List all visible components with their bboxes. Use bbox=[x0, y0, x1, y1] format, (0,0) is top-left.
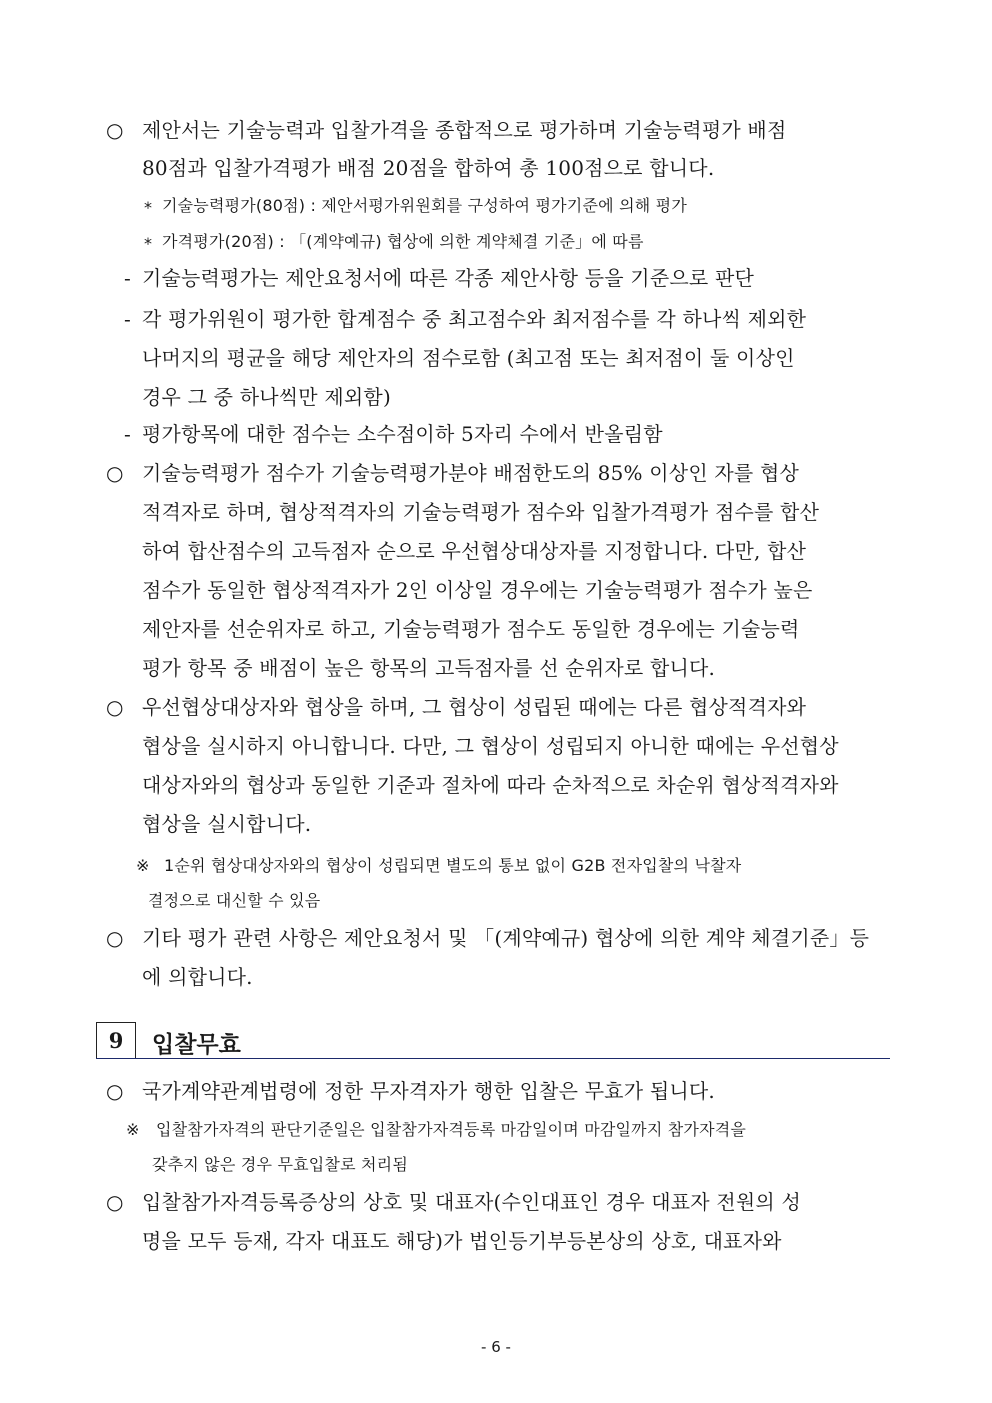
sub-item-3: 평가항목에 대한 점수는 소수점이하 5자리 수에서 반올림함 bbox=[142, 422, 663, 446]
note-g2b-line-2: 결정으로 대신할 수 있음 bbox=[148, 891, 321, 910]
note-eligibility-line-2: 갖추지 않은 경우 무효입찰로 처리됨 bbox=[152, 1155, 408, 1174]
note-g2b-line-1: 1순위 협상대상자와의 협상이 성립되면 별도의 통보 없이 G2B 전자입찰의 낙찰자 bbox=[164, 856, 742, 875]
circle-bullet-4: ○ bbox=[106, 926, 124, 950]
dash-marker-2: - bbox=[124, 307, 131, 331]
paragraph-4-line-2: 에 의합니다. bbox=[142, 965, 253, 989]
reference-mark-1: ※ bbox=[136, 856, 150, 875]
asterisk-mark-1: * bbox=[144, 198, 153, 217]
section-number: 9 bbox=[108, 1028, 124, 1053]
paragraph-1-line-2: 80점과 입찰가격평가 배점 20점을 합하여 총 100점으로 합니다. bbox=[142, 156, 715, 180]
circle-bullet-1: ○ bbox=[106, 118, 124, 142]
paragraph-3-line-2: 협상을 실시하지 아니합니다. 다만, 그 협상이 성립되지 아니한 때에는 우선협상 bbox=[142, 734, 839, 758]
paragraph-2-line-4: 점수가 동일한 협상적격자가 2인 이상일 경우에는 기술능력평가 점수가 높은 bbox=[142, 578, 813, 602]
section-title: 입찰무효 bbox=[152, 1031, 241, 1058]
sub-item-1: 기술능력평가는 제안요청서에 따른 각종 제안사항 등을 기준으로 판단 bbox=[142, 266, 754, 290]
paragraph-2-line-1: 기술능력평가 점수가 기술능력평가분야 배점한도의 85% 이상인 자를 협상 bbox=[142, 461, 800, 485]
paragraph-3-line-1: 우선협상대상자와 협상을 하며, 그 협상이 성립된 때에는 다른 협상적격자와 bbox=[142, 695, 807, 719]
circle-bullet-6: ○ bbox=[106, 1190, 124, 1214]
sub-item-2-line-1: 각 평가위원이 평가한 합계점수 중 최고점수와 최저점수를 각 하나씩 제외한 bbox=[142, 307, 807, 331]
paragraph-5-line-1: 국가계약관계법령에 정한 무자격자가 행한 입찰은 무효가 됩니다. bbox=[142, 1079, 715, 1103]
paragraph-2-line-6: 평가 항목 중 배점이 높은 항목의 고득점자를 선 순위자로 합니다. bbox=[142, 656, 716, 680]
note-eligibility-line-1: 입찰참가자격의 판단기준일은 입찰참가자격등록 마감일이며 마감일까지 참가자격을 bbox=[156, 1120, 747, 1139]
asterisk-mark-2: * bbox=[144, 234, 153, 253]
dash-marker-1: - bbox=[124, 266, 131, 290]
sub-item-2-line-3: 경우 그 중 하나씩만 제외함) bbox=[142, 385, 391, 409]
sub-item-2-line-2: 나머지의 평균을 해당 제안자의 점수로함 (최고점 또는 최저점이 둘 이상인 bbox=[142, 346, 795, 370]
page-number: - 6 - bbox=[481, 1338, 511, 1356]
section-number-box bbox=[96, 1022, 136, 1059]
circle-bullet-5: ○ bbox=[106, 1079, 124, 1103]
paragraph-3-line-3: 대상자와의 협상과 동일한 기준과 절차에 따라 순차적으로 차순위 협상적격자와 bbox=[142, 773, 839, 797]
note-price-eval: 가격평가(20점) : 「(계약예규) 협상에 의한 계약체결 기준」에 따름 bbox=[162, 232, 644, 251]
paragraph-2-line-3: 하여 합산점수의 고득점자 순으로 우선협상대상자를 지정합니다. 다만, 합산 bbox=[142, 539, 807, 563]
paragraph-4-line-1: 기타 평가 관련 사항은 제안요청서 및 「(계약예규) 협상에 의한 계약 체결기준」등 bbox=[142, 926, 870, 950]
paragraph-2-line-2: 적격자로 하며, 협상적격자의 기술능력평가 점수와 입찰가격평가 점수를 합산 bbox=[142, 500, 820, 524]
paragraph-6-line-1: 입찰참가자격등록증상의 상호 및 대표자(수인대표인 경우 대표자 전원의 성 bbox=[142, 1190, 802, 1214]
dash-marker-3: - bbox=[124, 422, 131, 446]
circle-bullet-2: ○ bbox=[106, 461, 124, 485]
reference-mark-2: ※ bbox=[126, 1120, 140, 1139]
paragraph-3-line-4: 협상을 실시합니다. bbox=[142, 812, 312, 836]
note-tech-eval: 기술능력평가(80점) : 제안서평가위원회를 구성하여 평가기준에 의해 평가 bbox=[162, 196, 687, 215]
circle-bullet-3: ○ bbox=[106, 695, 124, 719]
paragraph-1-line-1: 제안서는 기술능력과 입찰가격을 종합적으로 평가하며 기술능력평가 배점 bbox=[142, 118, 787, 142]
paragraph-2-line-5: 제안자를 선순위자로 하고, 기술능력평가 점수도 동일한 경우에는 기술능력 bbox=[142, 617, 800, 641]
paragraph-6-line-2: 명을 모두 등재, 각자 대표도 해당)가 법인등기부등본상의 상호, 대표자와 bbox=[142, 1229, 782, 1253]
section-underline bbox=[96, 1058, 890, 1059]
